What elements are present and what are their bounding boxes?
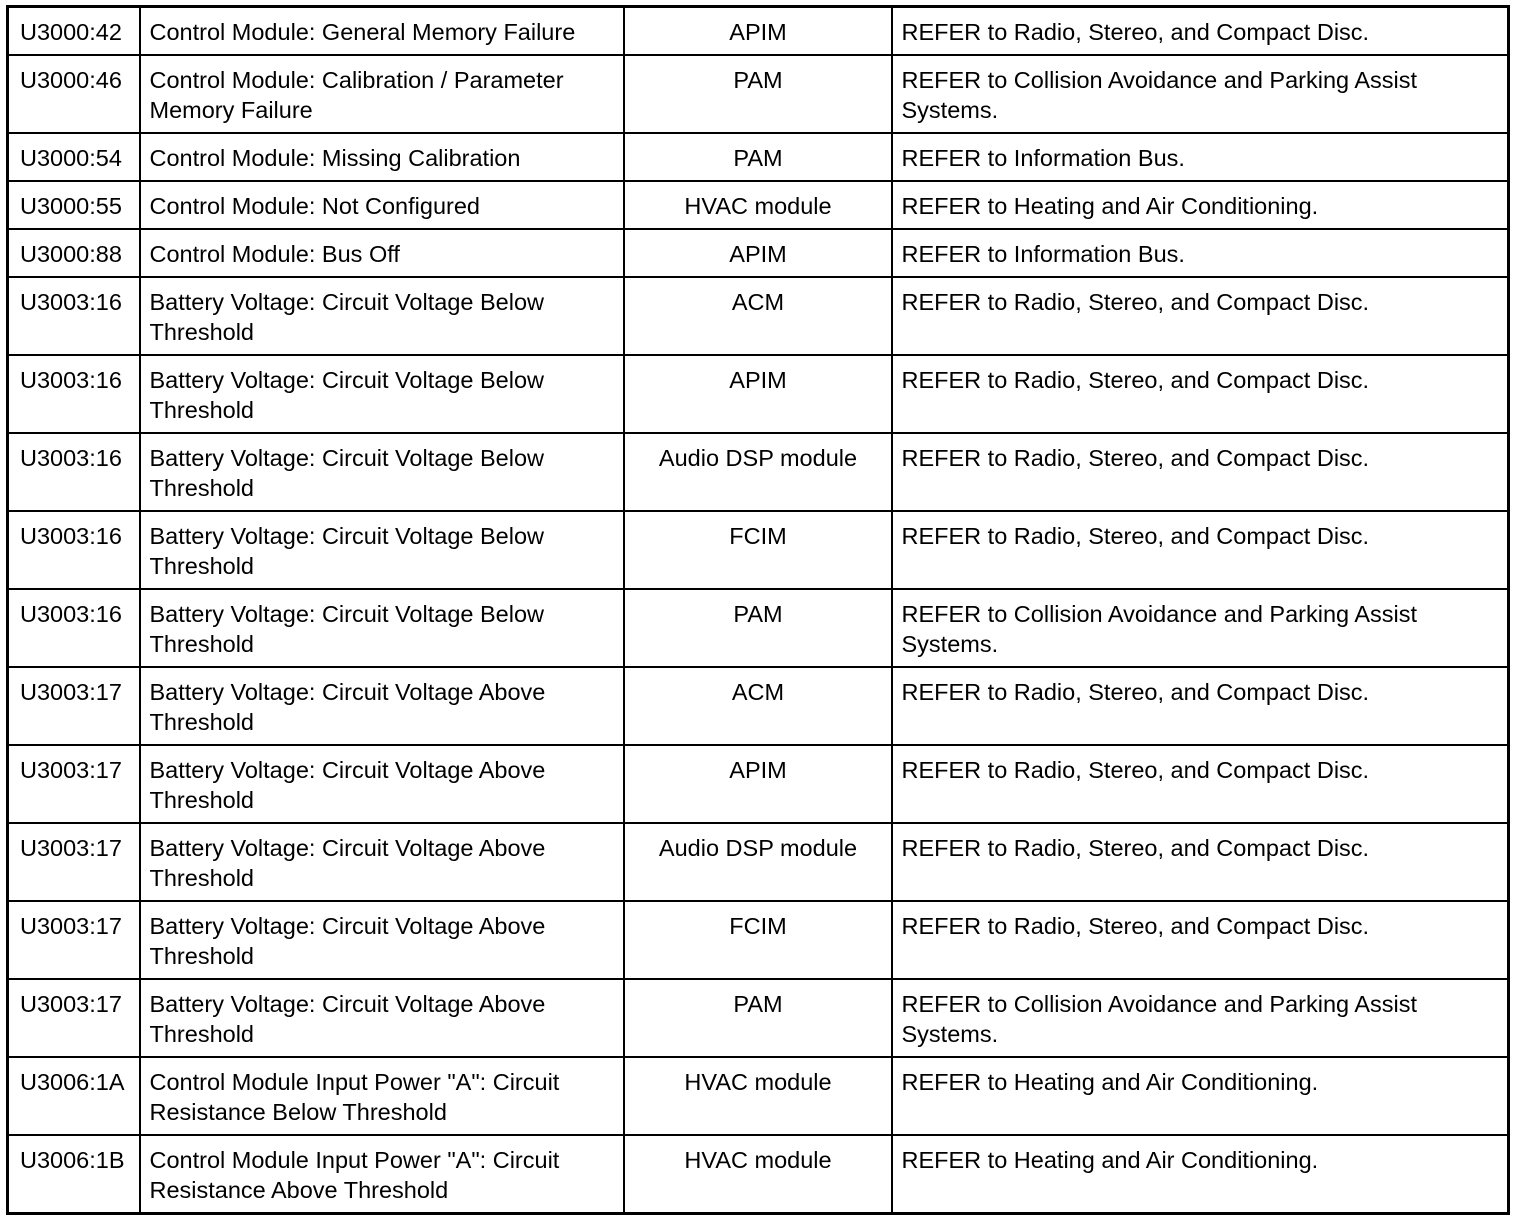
dtc-code: U3000:42 xyxy=(8,7,140,56)
table-row xyxy=(8,1057,1509,1135)
dtc-description: Battery Voltage: Circuit Voltage Below Threshold xyxy=(140,355,624,433)
dtc-code: U3006:1B xyxy=(8,1135,140,1214)
dtc-action: REFER to Radio, Stereo, and Compact Disc. xyxy=(892,511,1509,589)
dtc-description: Control Module: General Memory Failure xyxy=(140,7,624,56)
table-row xyxy=(8,181,1509,229)
dtc-code: U3000:54 xyxy=(8,133,140,181)
dtc-description: Control Module Input Power "A": Circuit Resistance Below Threshold xyxy=(140,1057,624,1135)
table-row xyxy=(8,55,1509,133)
dtc-action: REFER to Collision Avoidance and Parking Assist Systems. xyxy=(892,979,1509,1057)
dtc-action: REFER to Heating and Air Conditioning. xyxy=(892,1135,1509,1214)
dtc-module: HVAC module xyxy=(624,181,892,229)
dtc-code: U3003:17 xyxy=(8,667,140,745)
dtc-action: REFER to Heating and Air Conditioning. xyxy=(892,181,1509,229)
dtc-action: REFER to Information Bus. xyxy=(892,133,1509,181)
dtc-action: REFER to Radio, Stereo, and Compact Disc. xyxy=(892,277,1509,355)
table-row xyxy=(8,277,1509,355)
dtc-action: REFER to Radio, Stereo, and Compact Disc. xyxy=(892,745,1509,823)
dtc-module: APIM xyxy=(624,745,892,823)
dtc-action: REFER to Collision Avoidance and Parking Assist Systems. xyxy=(892,589,1509,667)
dtc-description: Battery Voltage: Circuit Voltage Above Threshold xyxy=(140,979,624,1057)
dtc-description: Battery Voltage: Circuit Voltage Above Threshold xyxy=(140,745,624,823)
table-row xyxy=(8,589,1509,667)
dtc-description: Control Module Input Power "A": Circuit Resistance Above Threshold xyxy=(140,1135,624,1214)
dtc-code: U3003:16 xyxy=(8,511,140,589)
table-row xyxy=(8,229,1509,277)
dtc-module: PAM xyxy=(624,979,892,1057)
dtc-code: U3003:17 xyxy=(8,745,140,823)
table-row xyxy=(8,979,1509,1057)
table-row xyxy=(8,823,1509,901)
dtc-module: PAM xyxy=(624,133,892,181)
dtc-module: FCIM xyxy=(624,901,892,979)
table-row xyxy=(8,511,1509,589)
dtc-module: HVAC module xyxy=(624,1057,892,1135)
dtc-action: REFER to Radio, Stereo, and Compact Disc. xyxy=(892,667,1509,745)
dtc-description: Battery Voltage: Circuit Voltage Above Threshold xyxy=(140,901,624,979)
dtc-module: Audio DSP module xyxy=(624,823,892,901)
table-row xyxy=(8,7,1509,56)
dtc-module: APIM xyxy=(624,355,892,433)
dtc-module: ACM xyxy=(624,277,892,355)
dtc-code: U3003:17 xyxy=(8,901,140,979)
dtc-action: REFER to Radio, Stereo, and Compact Disc. xyxy=(892,823,1509,901)
dtc-module: PAM xyxy=(624,589,892,667)
dtc-action: REFER to Heating and Air Conditioning. xyxy=(892,1057,1509,1135)
dtc-code: U3000:88 xyxy=(8,229,140,277)
dtc-action: REFER to Radio, Stereo, and Compact Disc. xyxy=(892,7,1509,56)
table-row xyxy=(8,1135,1509,1214)
dtc-action: REFER to Radio, Stereo, and Compact Disc. xyxy=(892,355,1509,433)
dtc-description: Battery Voltage: Circuit Voltage Below Threshold xyxy=(140,511,624,589)
dtc-action: REFER to Radio, Stereo, and Compact Disc. xyxy=(892,901,1509,979)
dtc-code: U3003:16 xyxy=(8,433,140,511)
dtc-description: Battery Voltage: Circuit Voltage Below Threshold xyxy=(140,589,624,667)
dtc-description: Battery Voltage: Circuit Voltage Above Threshold xyxy=(140,823,624,901)
dtc-module: Audio DSP module xyxy=(624,433,892,511)
dtc-code: U3000:46 xyxy=(8,55,140,133)
dtc-module: HVAC module xyxy=(624,1135,892,1214)
dtc-description: Battery Voltage: Circuit Voltage Above Threshold xyxy=(140,667,624,745)
dtc-code: U3006:1A xyxy=(8,1057,140,1135)
dtc-code: U3003:16 xyxy=(8,589,140,667)
dtc-description: Control Module: Bus Off xyxy=(140,229,624,277)
dtc-description: Control Module: Not Configured xyxy=(140,181,624,229)
table-row xyxy=(8,745,1509,823)
dtc-module: PAM xyxy=(624,55,892,133)
dtc-action: REFER to Collision Avoidance and Parking Assist Systems. xyxy=(892,55,1509,133)
dtc-description: Battery Voltage: Circuit Voltage Below Threshold xyxy=(140,433,624,511)
dtc-action: REFER to Radio, Stereo, and Compact Disc. xyxy=(892,433,1509,511)
dtc-description: Control Module: Missing Calibration xyxy=(140,133,624,181)
dtc-table xyxy=(6,5,1510,1215)
dtc-description: Battery Voltage: Circuit Voltage Below Threshold xyxy=(140,277,624,355)
dtc-module: APIM xyxy=(624,7,892,56)
dtc-description: Control Module: Calibration / Parameter Memory Failure xyxy=(140,55,624,133)
dtc-action: REFER to Information Bus. xyxy=(892,229,1509,277)
dtc-module: ACM xyxy=(624,667,892,745)
dtc-code: U3003:17 xyxy=(8,823,140,901)
dtc-module: FCIM xyxy=(624,511,892,589)
dtc-code: U3000:55 xyxy=(8,181,140,229)
dtc-code: U3003:16 xyxy=(8,355,140,433)
table-row xyxy=(8,667,1509,745)
dtc-code: U3003:16 xyxy=(8,277,140,355)
dtc-code: U3003:17 xyxy=(8,979,140,1057)
table-row xyxy=(8,133,1509,181)
table-row xyxy=(8,901,1509,979)
dtc-module: APIM xyxy=(624,229,892,277)
table-row xyxy=(8,355,1509,433)
table-row xyxy=(8,433,1509,511)
